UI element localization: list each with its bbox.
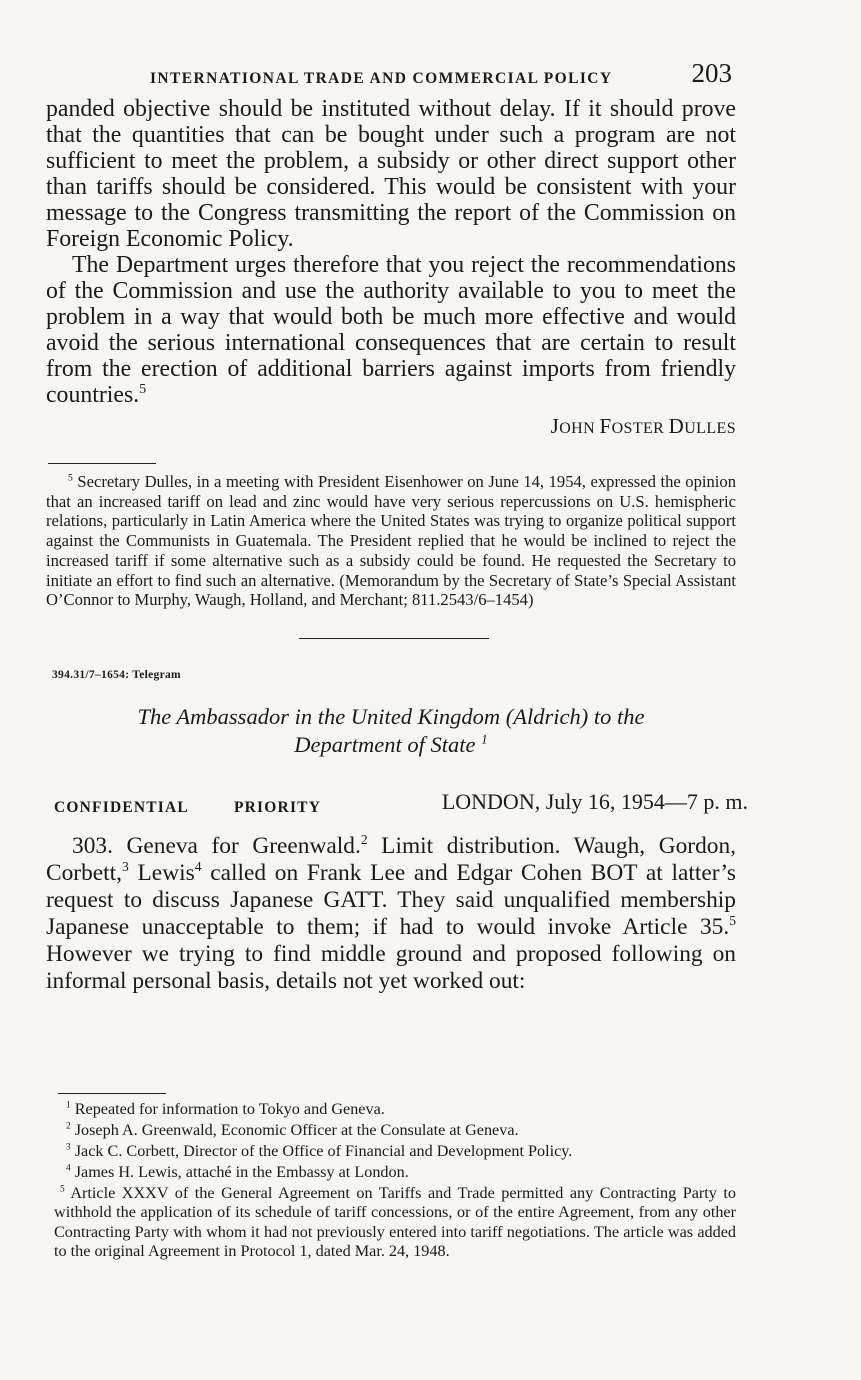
document-title-line-1: The Ambassador in the United Kingdom (Aldrich) to the [137, 703, 645, 729]
footnote-ref-5b: 5 [729, 913, 736, 929]
footnote-5-marker: 5 [68, 472, 73, 484]
footnote-2: $^2$ Joseph A. Greenwald, Economic Officer at the Consulate at Geneva. [66, 1120, 519, 1139]
footnote-ref-3: 3 [122, 859, 129, 875]
footnote-4: $^4$ James H. Lewis, attaché in the Embassy at London. [66, 1162, 409, 1181]
body-paragraph-2-text: The Department urges therefore that you reject the recommendations of the Commission and use the authority available to you to meet the problem in a way that would both be much more effective and would avoid the serious international consequences that are certain to result from the erection of additional barriers against imports from friendly countries. [46, 252, 736, 408]
footnote-5-article: $^5$ Article XXXV of the General Agreement on Tariffs and Trade permitted any Contracting Party to withhold the application of its schedule of tariff concessions, or of the entire Agreement, from any other Contracting Party with whom it had not previously entered into tariff negotiations. The article was added to the original Agreement in Protocol 1, dated Mar. 24, 1948. [54, 1183, 736, 1261]
page-number: 203 [691, 58, 732, 88]
body-paragraph-1: panded objective should be instituted without delay. If it should prove that the quantities that can be bought under such a program are not sufficient to meet the problem, a subsidy or other direct support other than tariffs should be considered. This would be consistent with your message to the Congress transmitting the report of the Commission on Foreign Economic Policy. [46, 96, 736, 252]
place-date: LONDON, July 16, 1954—7 p. m. [441, 788, 748, 814]
file-reference: 394.31/7–1654: Telegram [52, 668, 181, 681]
dateline [46, 788, 748, 819]
telegram-text: 303. Geneva for Greenwald.$^2$ Limit distribution. Waugh, Gordon, Corbett,$^3$ Lewis$^4$ called on Frank Lee and Edgar Cohen BOT at latter’s request to discuss Japanese GATT. They said unqualified membership Japanese unacceptable to them; if had to would invoke Article 35.$^5$ However we trying to find middle ground and proposed following on informal personal basis, details not yet worked out: [46, 832, 737, 994]
footnote-1: $^1$ Repeated for information to Tokyo and Geneva. [66, 1099, 385, 1118]
footnote-rule-2 [58, 1093, 166, 1094]
footnote-3: $^3$ Jack C. Corbett, Director of the Office of Financial and Development Policy. [66, 1141, 573, 1160]
footnote-rule [48, 463, 156, 464]
classification-label: CONFIDENTIAL [54, 798, 189, 816]
document-title [46, 703, 736, 759]
footnote-ref-2: 2 [360, 832, 368, 848]
document-title-line-2: Department of State [294, 731, 476, 757]
title-footnote-ref: 1 [481, 731, 488, 747]
footnote-ref-5: 5 [139, 381, 147, 397]
running-head-title: INTERNATIONAL TRADE AND COMMERCIAL POLICY [150, 70, 613, 87]
priority-label: PRIORITY [234, 798, 322, 816]
running-head [46, 56, 736, 96]
footnote-5-dulles [46, 472, 736, 610]
signature: JOHN FOSTER DULLES [550, 414, 736, 438]
body-paragraph-2 [46, 252, 736, 408]
section-divider [299, 638, 489, 639]
footnote-list [46, 1100, 736, 1262]
footnote-ref-4: 4 [194, 859, 202, 875]
footnote-5-text: Secretary Dulles, in a meeting with President Eisenhower on June 14, 1954, expressed the opinion that an increased tariff on lead and zinc would have very serious repercussions on U.S. hemispheric relations, particularly in Latin America where the United States was trying to organize political support against the Communists in Guatemala. The President replied that he would be inclined to reject the increased tariff if some alternative such as a subsidy could be found. He requested the Secretary to initiate an effort to find such an alternative. (Memorandum by the Secretary of State’s Special Assistant O’Connor to Murphy, Waugh, Holland, and Merchant; 811.2543/6–1454) [46, 472, 736, 610]
document-page [46, 56, 748, 1262]
